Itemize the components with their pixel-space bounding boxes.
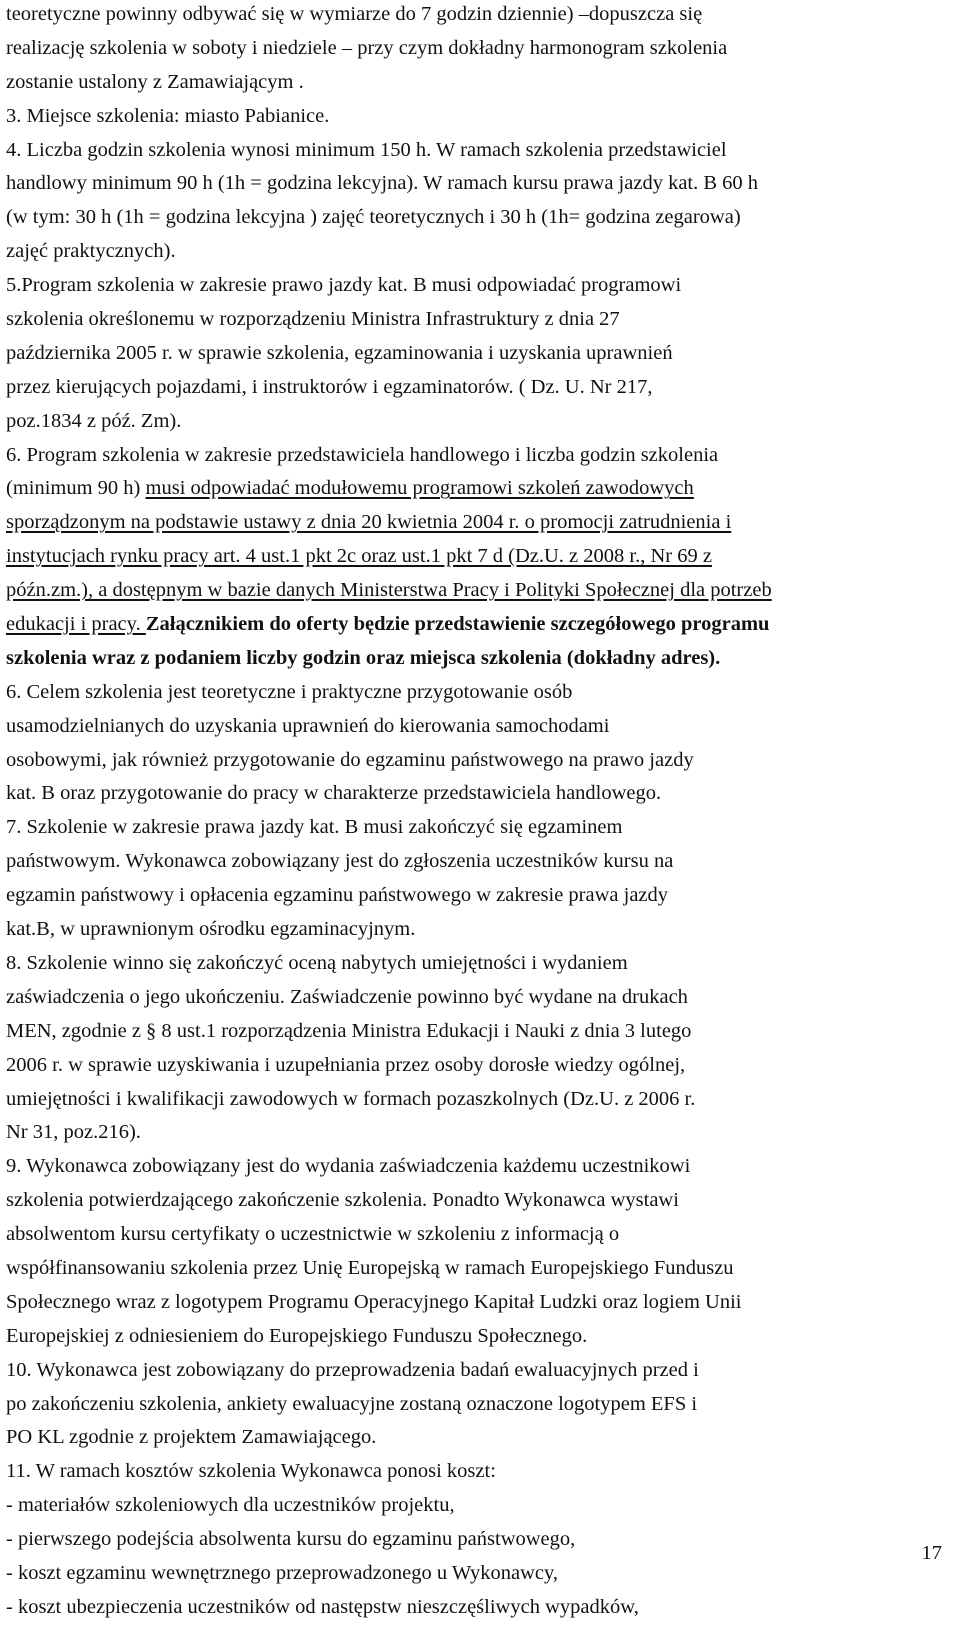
text-line (6, 1150, 950, 1184)
text-line (6, 913, 950, 947)
text-segment: PO KL zgodnie z projektem Zamawiającego. (6, 1426, 377, 1449)
text-segment: państwowym. Wykonawca zobowiązany jest do zgłoszenia uczestników kursu na (6, 850, 674, 873)
text-segment: zaświadczenia o jego ukończeniu. Zaświadczenie powinno być wydane na drukach (6, 985, 688, 1008)
text-line (6, 811, 950, 845)
text-line (6, 472, 950, 506)
text-line (6, 1455, 950, 1489)
text-segment: MEN, zgodnie z § 8 ust.1 rozporządzenia Ministra Edukacji i Nauki z dnia 3 lutego (6, 1019, 692, 1042)
text-segment: egzamin państwowy i opłacenia egzaminu państwowego w zakresie prawa jazdy (6, 884, 669, 907)
text-segment: osobowymi, jak również przygotowanie do egzaminu państwowego na prawo jazdy (6, 748, 694, 771)
text-line (6, 303, 950, 337)
text-line (6, 235, 950, 269)
text-segment: - materiałów szkoleniowych dla uczestników projektu, (6, 1494, 455, 1517)
text-line (6, 744, 950, 778)
text-segment: 5.Program szkolenia w zakresie prawo jazdy kat. B musi odpowiadać programowi (6, 274, 682, 297)
text-line (6, 1015, 950, 1049)
text-segment: 3. Miejsce szkolenia: miasto Pabianice. (6, 104, 330, 127)
text-segment: 2006 r. w sprawie uzyskiwania i uzupełniania przez osoby dorosłe wiedzy ogólnej, (6, 1053, 686, 1076)
text-line (6, 1083, 950, 1117)
text-line (6, 1116, 950, 1150)
text-line (6, 1489, 950, 1523)
text-segment: przez kierujących pojazdami, i instruktorów i egzaminatorów. ( Dz. U. Nr 217, (6, 375, 653, 398)
page-number: 17 (921, 1542, 942, 1564)
text-line (6, 879, 950, 913)
text-segment: 8. Szkolenie winno się zakończyć oceną nabytych umiejętności i wydaniem (6, 951, 628, 974)
text-segment: musi odpowiadać modułowemu programowi szkoleń zawodowych (145, 477, 694, 500)
text-segment: Europejskiej z odniesieniem do Europejskiego Funduszu Społecznego. (6, 1324, 588, 1347)
text-line (6, 1557, 950, 1591)
text-line (6, 201, 950, 235)
text-line (6, 405, 950, 439)
text-segment: późn.zm.), a dostępnym w bazie danych Ministerstwa Pracy i Polityki Społecznej dla potrzeb (6, 579, 772, 602)
text-line (6, 1184, 950, 1218)
text-line (6, 167, 950, 201)
text-line (6, 777, 950, 811)
text-line (6, 1286, 950, 1320)
text-segment: - koszt egzaminu wewnętrznego przeprowadzonego u Wykonawcy, (6, 1561, 559, 1584)
text-line (6, 845, 950, 879)
text-segment: realizację szkolenia w soboty i niedziele – przy czym dokładny harmonogram szkolenia (6, 36, 728, 59)
text-line (6, 439, 950, 473)
text-segment: poz.1834 z póź. Zm). (6, 409, 182, 432)
text-segment: 9. Wykonawca zobowiązany jest do wydania zaświadczenia każdemu uczestnikowi (6, 1155, 691, 1178)
text-segment: (w tym: 30 h (1h = godzina lekcyjna ) zajęć teoretycznych i 30 h (1h= godzina zegarowa) (6, 206, 741, 229)
text-line (6, 1320, 950, 1354)
text-line (6, 371, 950, 405)
text-segment: 4. Liczba godzin szkolenia wynosi minimum 150 h. W ramach szkolenia przedstawiciel (6, 138, 727, 161)
text-segment: 6. Program szkolenia w zakresie przedstawiciela handlowego i liczba godzin szkolenia (6, 443, 719, 466)
text-line (6, 66, 950, 100)
text-segment: edukacji i pracy. (6, 613, 146, 636)
text-line (6, 947, 950, 981)
document-body (6, 0, 950, 1625)
text-line (6, 506, 950, 540)
text-segment: po zakończeniu szkolenia, ankiety ewaluacyjne zostaną oznaczone logotypem EFS i (6, 1392, 698, 1415)
text-line (6, 0, 950, 32)
text-segment: teoretyczne powinny odbywać się w wymiarze do 7 godzin dziennie) –dopuszcza się (6, 3, 703, 25)
text-segment: kat.B, w uprawnionym ośrodku egzaminacyjnym. (6, 918, 416, 941)
text-segment: szkolenia potwierdzającego zakończenie szkolenia. Ponadto Wykonawca wystawi (6, 1189, 679, 1212)
text-line (6, 574, 950, 608)
text-segment: szkolenia wraz z podaniem liczby godzin oraz miejsca szkolenia (dokładny adres). (6, 646, 721, 669)
text-line (6, 608, 950, 642)
text-segment: Społecznego wraz z logotypem Programu Operacyjnego Kapitał Ludzki oraz logiem Unii (6, 1290, 742, 1313)
text-segment: Nr 31, poz.216). (6, 1121, 141, 1144)
text-line (6, 269, 950, 303)
text-line (6, 710, 950, 744)
text-line (6, 1388, 950, 1422)
text-line (6, 1354, 950, 1388)
text-line (6, 1421, 950, 1455)
text-segment: instytucjach rynku pracy art. 4 ust.1 pkt 2c oraz ust.1 pkt 7 d (Dz.U. z 2008 r., Nr 69 z (6, 545, 712, 568)
text-line (6, 134, 950, 168)
text-line (6, 642, 950, 676)
text-segment: 7. Szkolenie w zakresie prawa jazdy kat. B musi zakończyć się egzaminem (6, 816, 623, 839)
text-segment: absolwentom kursu certyfikaty o uczestnictwie w szkoleniu z informacją o (6, 1223, 620, 1246)
text-segment: sporządzonym na podstawie ustawy z dnia 20 kwietnia 2004 r. o promocji zatrudnienia i (6, 511, 732, 534)
text-segment: współfinansowaniu szkolenia przez Unię Europejską w ramach Europejskiego Funduszu (6, 1256, 734, 1279)
text-segment: października 2005 r. w sprawie szkolenia, egzaminowania i uzyskania uprawnień (6, 341, 673, 364)
text-line (6, 1049, 950, 1083)
text-line (6, 337, 950, 371)
text-line (6, 676, 950, 710)
text-segment: B 60 h (703, 172, 759, 195)
text-line (6, 981, 950, 1015)
text-segment: 6. Celem szkolenia jest teoretyczne i praktyczne przygotowanie osób (6, 680, 573, 703)
text-segment: usamodzielnianych do uzyskania uprawnień do kierowania samochodami (6, 714, 610, 737)
text-segment: Załącznikiem do oferty będzie przedstawienie szczegółowego programu (145, 613, 770, 636)
text-segment: - pierwszego podejścia absolwenta kursu do egzaminu państwowego, (6, 1528, 576, 1551)
text-segment: (minimum 90 h) (6, 477, 146, 500)
text-segment: 10. Wykonawca jest zobowiązany do przeprowadzenia badań ewaluacyjnych przed i (6, 1358, 699, 1381)
text-segment: umiejętności i kwalifikacji zawodowych w formach pozaszkolnych (Dz.U. z 2006 r. (6, 1087, 696, 1110)
text-segment: zajęć praktycznych). (6, 240, 176, 263)
text-segment: - koszt ubezpieczenia uczestników od następstw nieszczęśliwych wypadków, (6, 1595, 639, 1618)
text-segment: 11. W ramach kosztów szkolenia Wykonawca ponosi koszt: (6, 1460, 496, 1483)
text-line (6, 32, 950, 66)
text-line (6, 1523, 950, 1557)
text-line (6, 1218, 950, 1252)
text-segment: szkolenia określonemu w rozporządzeniu Ministra Infrastruktury z dnia 27 (6, 308, 620, 331)
text-line (6, 100, 950, 134)
text-segment: kat. B oraz przygotowanie do pracy w charakterze przedstawiciela handlowego. (6, 782, 662, 805)
text-segment: handlowy minimum 90 h (1h = godzina lekcyjna). W ramach kursu prawa jazdy kat. (6, 172, 704, 195)
text-line (6, 1252, 950, 1286)
text-line (6, 540, 950, 574)
text-segment: zostanie ustalony z Zamawiającym . (6, 70, 304, 93)
